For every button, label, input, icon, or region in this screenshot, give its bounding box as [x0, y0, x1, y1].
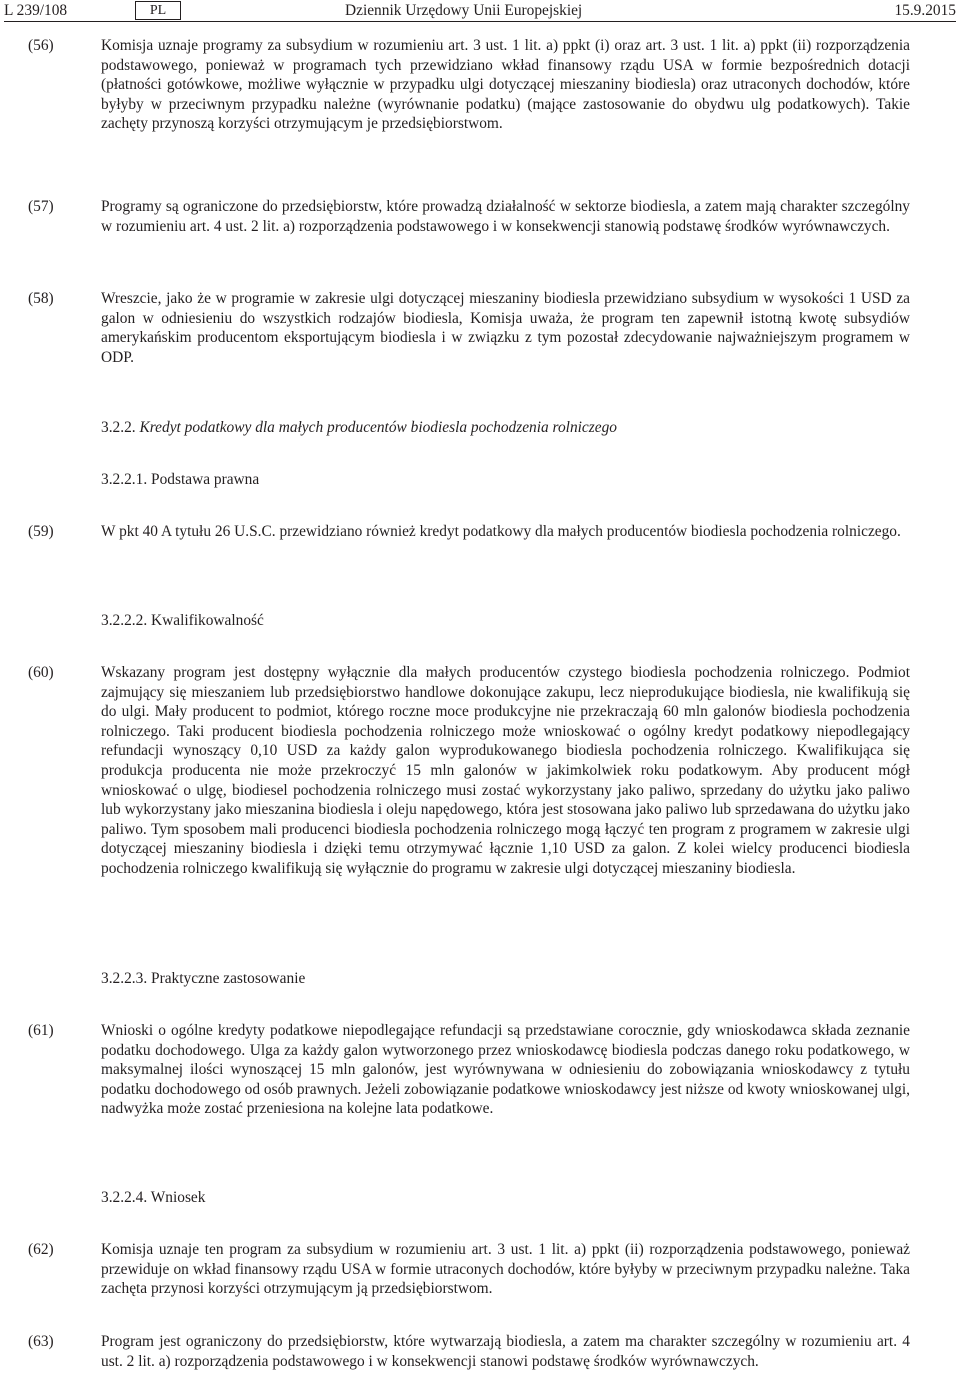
heading-title: Praktyczne zastosowanie: [151, 970, 306, 987]
paragraph-number: (62): [28, 1241, 54, 1258]
heading-number: 3.2.2.1.: [101, 471, 148, 488]
paragraph-number: (59): [28, 523, 54, 540]
paragraph-text: Program jest ograniczony do przedsiębiorstw, które wytwarzają biodiesla, a zatem ma charakter szczególny w rozumieniu art. 4 ust. 2 lit. a) rozporządzenia podstawowego i w konsekwencji stanowi podstawę środków wyrównawczych.: [101, 1333, 910, 1370]
paragraph-number: (61): [28, 1022, 54, 1039]
paragraph-number: (63): [28, 1333, 54, 1350]
paragraph-text: Komisja uznaje programy za subsydium w rozumieniu art. 3 ust. 1 lit. a) ppkt (i) oraz art. 3 ust. 1 lit. a) ppkt (ii) rozporządzenia podstawowego, ponieważ w programach tych przewidziano wkład finansowy rządu USA w formie bezpośrednich dotacji (płatności gotówkowe, możliwe wyłącznie w przypadku ulgi dotyczącej mieszaniny biodiesla) oraz utraconych dochodów, które byłyby w przeciwnym przypadku należne (wyrównanie podatku) (mające zastosowanie do obydwu ulg podatkowych). Takie zachęty przynoszą korzyści otrzymującym je przedsiębiorstwom.: [101, 37, 910, 133]
heading-number: 3.2.2.4.: [101, 1189, 148, 1206]
heading-title: Wniosek: [150, 1189, 206, 1206]
section-heading-3-2-2-3: [101, 969, 901, 989]
paragraph-number: (60): [28, 664, 54, 681]
paragraph-60: [28, 663, 910, 879]
section-heading-3-2-2-4: [101, 1188, 901, 1208]
paragraph-text: Komisja uznaje ten program za subsydium w rozumieniu art. 3 ust. 1 lit. a) ppkt (ii) rozporządzenia podstawowego, ponieważ przewiduje on wkład finansowy rządu USA w formie utraconych dochodów, które byłyby w przeciwnym przypadku należne. Taka zachęta przynosi korzyści otrzymującym ją przedsiębiorstwom.: [101, 1241, 910, 1298]
paragraph-58: [28, 289, 910, 367]
heading-title: Kredyt podatkowy dla małych producentów biodiesla pochodzenia rolniczego: [139, 419, 617, 436]
paragraph-56: [28, 36, 910, 134]
publication-date: 15.9.2015: [894, 2, 956, 19]
heading-title: Kwalifikowalność: [151, 612, 264, 629]
section-heading-3-2-2-1: [101, 470, 901, 490]
paragraph-text: Programy są ograniczone do przedsiębiorstw, które prowadzą działalność w sektorze biodiesla, a zatem mają charakter szczególny w rozumieniu art. 4 ust. 2 lit. a) rozporządzenia podstawowego i w konsekwencji stanowią podstawę środków wyrównawczych.: [101, 198, 910, 235]
paragraph-text: Wskazany program jest dostępny wyłącznie dla małych producentów czystego biodiesla pochodzenia rolniczego. Podmiot zajmujący się mieszaniem lub przedsiębiorstwo handlowe dokonujące zakupu, lecz nieprodukujące biodiesla, nie kwalifikują się do ulgi. Mały producent to podmiot, którego roczne moce produkcyjne nie przekraczają 60 mln galonów biodiesla pochodzenia rolniczego. Taki producent biodiesla pochodzenia rolniczego może wnioskować o ogólny kredyt podatkowy niepodlegający refundacji wynoszący 0,10 USD za każdy galon wyprodukowanego biodiesla pochodzenia rolniczego. Kwalifikująca się produkcja producenta nie może przekroczyć 15 mln galonów w jakimkolwiek roku podatkowym. Aby producent mógł wnioskować o ulgę, biodiesel pochodzenia rolniczego musi zostać wykorzystany jako paliwo, sprzedany do użytku jako paliwo lub wykorzystany jako mieszanina biodiesla i oleju napędowego, która jest stosowana jako paliwo lub sprzedawana do użytku jako paliwo. Tym sposobem mali producenci biodiesla pochodzenia rolniczego mogą łączyć ten program z programem w zakresie ulgi dotyczącej mieszaniny biodiesla i dzięki temu otrzymywać łącznie 1,10 USD za galon. Z kolei wielcy producenci biodiesla pochodzenia rolniczego kwalifikują się wyłącznie do programu w zakresie ulgi dotyczącej mieszaniny biodiesla.: [101, 664, 910, 877]
paragraph-text: Wnioski o ogólne kredyty podatkowe niepodlegające refundacji są przedstawiane corocznie, gdy wnioskodawca składa zeznanie podatku dochodowego. Ulga za każdy galon wytworzonego przez wnioskodawcę biodiesla podczas danego roku podatkowego, w maksymalnej ilości wynoszącej 15 mln galonów, jest wyrównywana w odniesieniu do zobowiązania wnioskodawcy z tytułu podatku dochodowego od osób prawnych. Jeżeli zobowiązanie podatkowe wnioskodawcy jest niższe od kwoty wnioskowanej ulgi, nadwyżka może zostać przeniesiona na kolejne lata podatkowe.: [101, 1022, 910, 1118]
language-badge: PL: [135, 1, 181, 20]
heading-title: Podstawa prawna: [151, 471, 260, 488]
paragraph-number: (56): [28, 37, 54, 54]
paragraph-57: [28, 197, 910, 236]
paragraph-61: [28, 1021, 910, 1119]
section-heading-3-2-2: [101, 418, 901, 438]
paragraph-text: W pkt 40 A tytułu 26 U.S.C. przewidziano również kredyt podatkowy dla małych producentów biodiesla pochodzenia rolniczego.: [101, 523, 901, 540]
paragraph-63: [28, 1332, 910, 1371]
page-header: [0, 0, 960, 22]
paragraph-number: (57): [28, 198, 54, 215]
heading-number: 3.2.2.2.: [101, 612, 148, 629]
section-heading-3-2-2-2: [101, 611, 901, 631]
paragraph-number: (58): [28, 290, 54, 307]
heading-number: 3.2.2.3.: [101, 970, 148, 987]
heading-number: 3.2.2.: [101, 419, 136, 436]
paragraph-62: [28, 1240, 910, 1299]
header-rule: [4, 21, 956, 22]
page-reference: L 239/108: [4, 2, 68, 19]
journal-title: Dziennik Urzędowy Unii Europejskiej: [345, 2, 583, 19]
paragraph-text: Wreszcie, jako że w programie w zakresie ulgi dotyczącej mieszaniny biodiesla przewidziano subsydium w wysokości 1 USD za galon w odniesieniu do wszystkich rodzajów biodiesla, Komisja uważa, że program ten zapewnił istotną kwotę subsydiów amerykańskim producentom eksportującym biodiesla i w związku z tym pozostał zdecydowanie najważniejszym programem w ODP.: [101, 290, 910, 366]
paragraph-59: [28, 522, 910, 542]
